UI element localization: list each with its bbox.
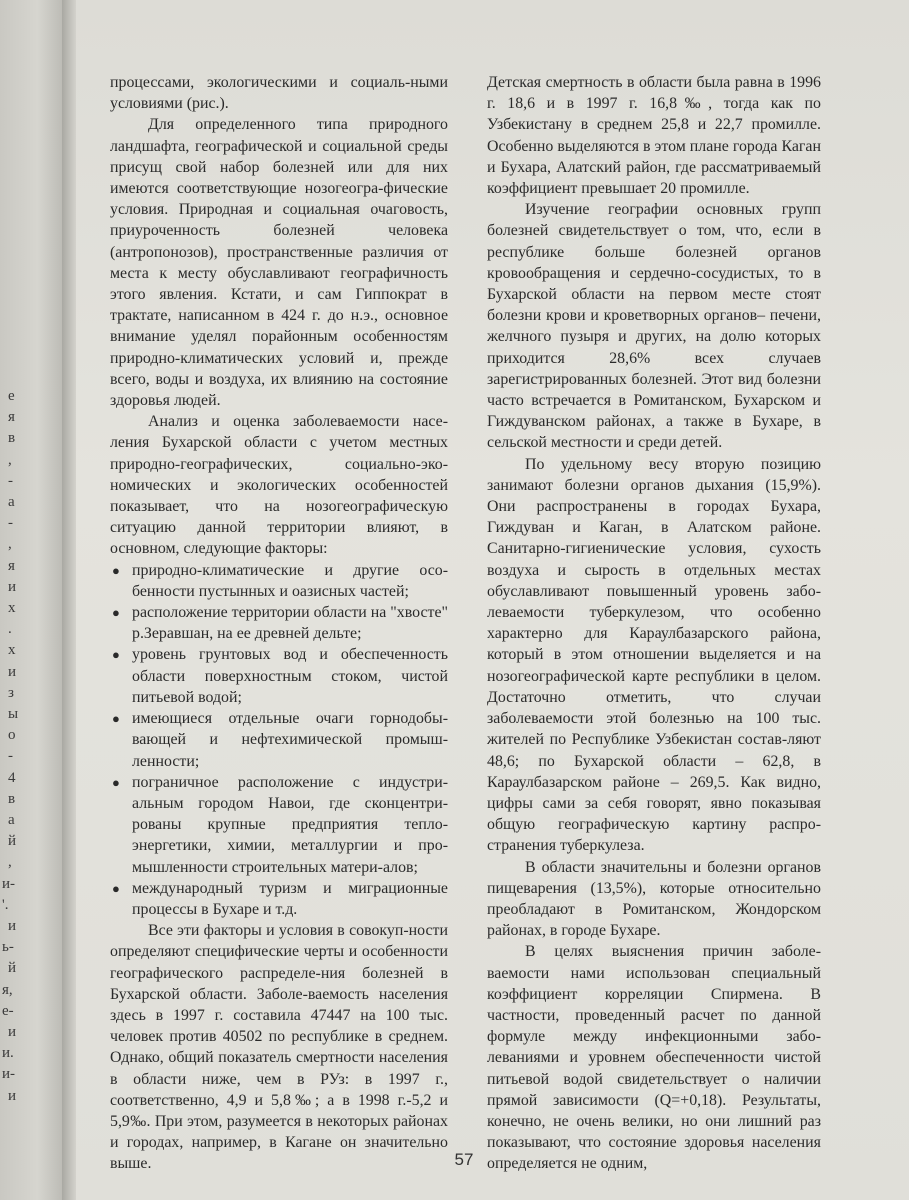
paragraph: Для определенного типа природного ландшафта, географической и социальной среды присущ свой набор болезней или для них имеются соответствующие нозогеогра-фические условия. Природная и социальная очаговость, приуроченность болезней человека (антропонозов), пространственные различия от места к месту обуславливают географичность этого явления. Кстати, и сам Гиппократ в трактате, написанном в 424 г. до н.э., основное внимание уделял порайонным особенностям природно-климатических условий и, прежде всего, воды и воздуха, их влиянию на состояние здоровья людей. — [110, 116, 448, 410]
edge-text-fragment: и — [8, 1024, 17, 1040]
list-item-text: имеющиеся отдельные очаги горнодобы-вающей и нефтехимической промыш-ленности; — [132, 710, 448, 770]
edge-text-fragment: и — [8, 918, 17, 934]
paragraph: По удельному весу вторую позицию занимают болезни органов дыхания (15,9%). Они распространены в городах Бухара, Гиждуван и Каган, в Алатском районе. Санитарно-гигиенические условия, сухость воздуха и сырость в отдельных местах обуславливают повышенный уровень забо-леваемости туберкулезом, что особенно характерно для Караулбазарского района, который в этом отношении выделяется и на нозогеографической карте республики в целом. Достаточно отметить, что случаи заболеваемости этой болезнью на 100 тыс. жителей по Республике Узбекистан состав-ляют 48,6; по Бухарской области – 62,8, в Караулбазарском районе – 269,5. Как видно, цифры сами за себя говорят, явно показывая общую географическую картину распро-странения туберкулеза. — [487, 455, 821, 855]
list-item — [110, 772, 448, 878]
edge-text-fragment: а — [8, 494, 15, 510]
edge-text-fragment: з — [8, 684, 14, 701]
edge-text-fragment: и- — [2, 875, 16, 892]
bullet-icon: ● — [112, 774, 120, 790]
edge-text-fragment: й — [8, 833, 17, 850]
paragraph: Все эти факторы и условия в совокуп-ности определяют специфические черты и особенности географического распределе-ния болезней в Бухарской области. Заболе-ваемость населения здесь в 1997 г. составила 47447 на 100 тыс. человек против 40502 по республике в среднем. Однако, общий показатель смертности населения в области ниже, чем в РУз: в 1997 г., соответственно, 4,9 и 5,8‰; а в 1998 г.-5,2 и 5,9‰. При этом, разумеется в некоторых районах и городах, например, в Кагане он значительно выше. — [110, 922, 448, 1173]
bullet-icon: ● — [112, 647, 120, 663]
list-item-text: расположение территории области на "хвосте" р.Зеравшан, на ее древней дельте; — [132, 604, 448, 643]
list-item — [110, 602, 448, 644]
left-text-column — [110, 72, 448, 1175]
edge-text-fragment: х — [8, 642, 16, 659]
edge-text-fragment: в — [8, 790, 16, 807]
list-item-text: международный туризм и миграционные процессы в Бухаре и т.д. — [132, 879, 448, 918]
paragraph: Изучение географии основных групп болезней свидетельствует о том, что, если в республике больше болезней органов кровообращения и сердечно-сосудистых, то в Бухарской области на первом месте стоят болезни крови и кроветворных органов– печени, желчного пузыря и других, на долю которых приходится 28,6% всех случаев зарегистрированных болезней. Этот вид болезни часто встречается в Ромитанском, Бухарском и Гиждуванском районах, а также в Бухаре, в сельской местности и среди детей. — [487, 201, 821, 452]
edge-text-fragment: - — [8, 748, 13, 765]
edge-text-fragment: 4 — [8, 769, 16, 786]
edge-text-fragment: '. — [2, 896, 9, 913]
list-item-text: пограничное расположение с индустри-альным городом Навои, где сконцентри-рованы крупные предприятия тепло-энергетики, химии, металлургии и про-мышленности строительных матери-алов; — [132, 773, 448, 876]
edge-text-fragment: в — [8, 430, 16, 447]
edge-text-fragment: , — [8, 451, 12, 468]
edge-text-fragment: и — [8, 663, 17, 680]
paragraph: процессами, экологическими и социаль-ными условиями (рис.). — [110, 74, 448, 113]
paragraph: Анализ и оценка заболеваемости насе-ления Бухарской области с учетом местных природно-географических, социально-эко-номических и экологических особенностей показывает, что на нозогеографическую ситуацию данной территории влияют, в основном, следующие факторы: — [110, 413, 448, 558]
list-item-text: уровень грунтовых вод и обеспеченность области поверхностным стоком, чистой питьевой водой; — [132, 646, 448, 706]
bullet-icon: ● — [112, 605, 120, 621]
list-item — [110, 878, 448, 920]
right-text-column — [487, 72, 821, 1175]
bullet-icon: ● — [112, 711, 120, 727]
adjacent-page-edge — [0, 0, 62, 1200]
list-item — [110, 560, 448, 602]
page-number: 57 — [454, 1150, 474, 1169]
edge-text-fragment: а — [8, 812, 15, 828]
edge-text-fragment: , — [8, 854, 12, 871]
edge-text-fragment: й — [8, 960, 17, 977]
edge-text-fragment: и- — [2, 1066, 16, 1083]
edge-text-fragment: х — [8, 600, 16, 616]
edge-text-fragment: я — [8, 557, 15, 574]
edge-text-fragment: е- — [2, 1002, 14, 1019]
edge-text-fragment: и — [8, 1087, 17, 1104]
bullet-icon: ● — [112, 880, 120, 896]
edge-text-fragment: , — [8, 536, 12, 553]
edge-text-fragment: ь- — [2, 939, 14, 956]
list-item — [110, 708, 448, 772]
book-gutter — [62, 0, 76, 1200]
edge-text-fragment: о — [8, 727, 16, 744]
edge-text-fragment: е — [8, 388, 15, 404]
paragraph: Детская смертность в области была равна в 1996 г. 18,6 и в 1997 г. 16,8‰, тогда как по Узбекистану в среднем 25,8 и 22,7 промилле. Особенно выделяются в этом плане города Каган и Бухара, Алатский район, где рассматриваемый коэффициент превышает 20 промилле. — [487, 74, 821, 198]
list-item-text: природно-климатические и другие осо-бенности пустынных и оазисных частей; — [132, 561, 448, 600]
edge-text-fragment: я, — [2, 981, 13, 998]
edge-text-fragment: и. — [2, 1045, 14, 1062]
paragraph: В области значительны и болезни органов пищеварения (13,5%), которые относительно преобладают в Ромитанском, Жондорском районах, в городе Бухаре. — [487, 858, 821, 940]
edge-text-fragment: . — [8, 621, 12, 638]
factors-list — [110, 560, 448, 920]
edge-text-fragment: ы — [8, 706, 19, 722]
list-item — [110, 644, 448, 708]
edge-text-fragment: я — [8, 409, 15, 426]
bullet-icon: ● — [112, 562, 120, 578]
edge-text-fragment: - — [8, 515, 13, 532]
edge-text-fragment: - — [8, 472, 13, 489]
paragraph: В целях выяснения причин заболе-ваемости нами использован специальный коэффициент корреляции Спирмена. В частности, проведенный расчет по данной формуле между инфекционными забо-леваниями и уровнем обеспеченности чистой питьевой водой свидетельствует о наличии прямой зависимости (Q=+0,18). Результаты, конечно, не очень велики, но они лишний раз показывают, что состояние здоровья населения определяется не одним, — [487, 943, 821, 1173]
edge-text-fragment: и — [8, 578, 17, 595]
